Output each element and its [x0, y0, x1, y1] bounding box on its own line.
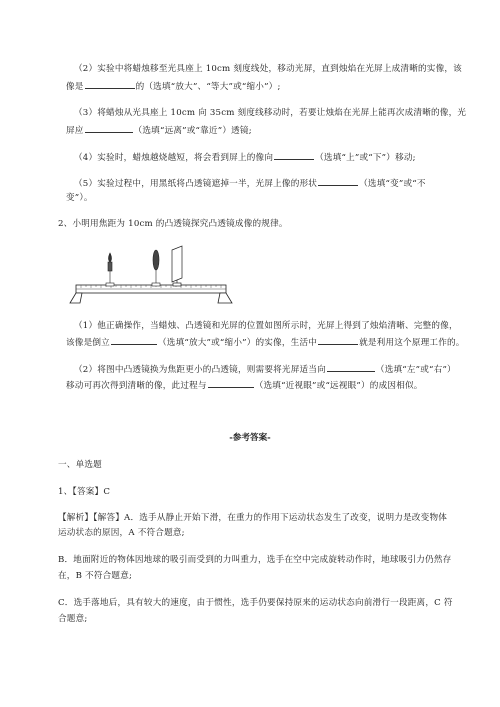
section-heading: 一、单选题	[58, 460, 102, 470]
q2-item1-middle: （选填“放大”或“缩小”）的实像，生活中	[157, 338, 318, 348]
q1-item3-line2	[66, 123, 252, 137]
q1-item3-suffix: （选填“远离”或“靠近”）透镜;	[133, 126, 252, 136]
q2-item2-line2-prefix: 移动可再次得到清晰的像，此过程与	[66, 381, 207, 391]
option-b-line2: 在，B 不符合题意;	[58, 571, 133, 581]
q1-item2-line2	[66, 79, 281, 93]
q2-item2-line2	[66, 378, 423, 392]
q2-item2-line2-suffix: （选填“近视眼”或“远视眼”）的成因相似。	[254, 381, 423, 391]
answer-blank[interactable]	[318, 335, 358, 345]
option-b-line1: B．地面附近的物体因地球的吸引而受到的力叫重力，选手在空中完成旋转动作时，地球吸引力仍然存	[58, 555, 452, 565]
q2-item2-line1	[74, 362, 456, 376]
q2-item2-suffix: （选填“左”或“右”）	[375, 365, 456, 375]
answer-blank[interactable]	[327, 362, 375, 372]
answer-blank[interactable]	[85, 79, 135, 89]
answer-blank[interactable]	[208, 378, 254, 388]
q1-item4	[74, 150, 416, 164]
q2-item1-line2	[66, 335, 465, 349]
q1-item5-line2: 变”）。	[66, 193, 93, 203]
q1-item3-line1: （3）将蜡烛从光具座上 10cm 向 35cm 刻度线移动时，若要让烛焰在光屏上能再次成清晰的像，光	[74, 108, 467, 118]
option-c-line2: 合题意;	[58, 614, 88, 624]
q1-item2-prefix: 像是	[66, 82, 84, 92]
q2-item1-prefix: 该像是倒立	[66, 338, 110, 348]
q2-item2-prefix: （2）将图中凸透镜换为焦距更小的凸透镜，则需要将光屏适当向	[74, 365, 326, 375]
q1-item2-suffix: 的（选填“放大”、“等大”或“缩小”）;	[135, 82, 281, 92]
option-c-line1: C．选手落地后，具有较大的速度，由于惯性，选手仍要保持原来的运动状态向前滑行一段距离，C 符	[58, 598, 453, 608]
answer-blank[interactable]	[274, 150, 314, 160]
answers-heading: -参考答案-	[229, 433, 271, 443]
q1-item3-prefix: 屏应	[66, 126, 84, 136]
answer-blank[interactable]	[85, 123, 133, 133]
q2-item1-suffix: 就是利用这个原理工作的。	[359, 338, 465, 348]
convex-lens	[152, 250, 160, 286]
q2-item1-line1: （1）他正确操作，当蜡烛、凸透镜和光屏的位置如图所示时，光屏上得到了烛焰清晰、完整的像，	[74, 321, 458, 331]
q1-item2-line1: （2）实验中将蜡烛移至光具座上 10cm 刻度线处，移动光屏，直到烛焰在光屏上成清晰的实像，该	[74, 64, 462, 74]
q1-item5-prefix: （5）实验过程中，用黑纸将凸透镜遮掉一半，光屏上像的形状	[74, 179, 318, 189]
light-screen	[172, 246, 182, 286]
bench-leg-right	[218, 293, 232, 303]
q1-item5-suffix: （选填“变”或“不	[359, 179, 426, 189]
q1-item4-suffix: （选填“上”或“下”）移动;	[315, 153, 416, 163]
q1-item4-prefix: （4）实验时，蜡烛越烧越短，将会看到屏上的像向	[74, 153, 274, 163]
analysis-line1: 【解析】【解答】A．选手从静止开始下滑，在重力的作用下运动状态发生了改变，说明力是改变物体	[58, 513, 448, 523]
candle	[106, 253, 114, 286]
analysis-line2: 运动状态的原因，A 不符合题意;	[58, 528, 185, 538]
bench-leg-left	[70, 293, 82, 303]
q2-title: 2、小明用焦距为 10cm 的凸透镜探究凸透镜成像的规律。	[58, 219, 288, 229]
answer-blank[interactable]	[318, 176, 358, 186]
answer-blank[interactable]	[111, 335, 157, 345]
optical-bench-figure	[68, 240, 238, 306]
q1-item5-line1	[74, 176, 426, 190]
answer-q1: 1、【答案】C	[58, 487, 111, 497]
